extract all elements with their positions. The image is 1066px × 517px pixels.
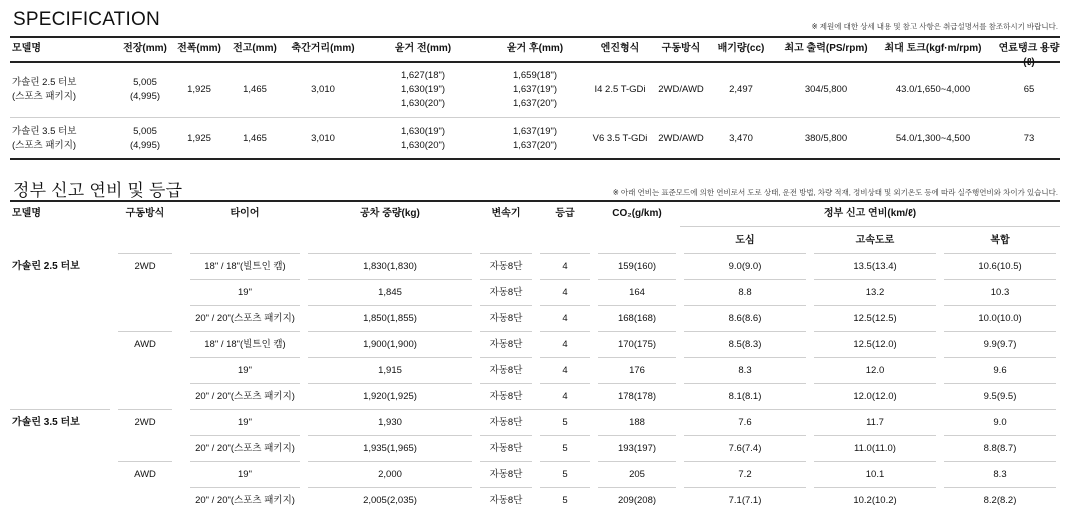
efficiency-divider [540,487,590,488]
eff-grade: 5 [562,417,568,428]
efficiency-title: 정부 신고 연비 및 등급 [13,181,183,200]
efficiency-note: ※ 아래 연비는 표준모드에 의한 연비로서 도로 상태, 운전 방법, 차량 적재, 정비상태 및 외기온도 등에 따라 실주행연비와 차이가 있습니다. [612,188,1058,197]
eff-highway: 10.2(10.2) [853,495,897,506]
efficiency-divider [814,461,936,462]
spec-header: 윤거 전(mm) [394,43,452,54]
spec-tread-front-line: 1,630(19") [400,125,446,137]
eff-trans: 자동8단 [489,469,523,480]
eff-co2: 205 [629,469,645,480]
eff-combined: 9.5(9.5) [983,391,1017,402]
spec-length-line: 5,005 [133,125,157,137]
efficiency-divider [480,279,532,280]
efficiency-divider [598,435,676,436]
eff-header-weight: 공차 중량(kg) [360,208,420,219]
efficiency-divider [680,226,1060,227]
eff-city: 7.2 [738,469,752,480]
spec-power [770,132,882,146]
eff-highway: 11.7 [866,417,884,428]
spec-tread-rear-line: 1,637(19") [512,125,558,137]
spec-height [224,132,286,146]
spec-header: 윤거 후(mm) [506,43,564,54]
eff-highway: 10.1 [865,469,885,480]
spec-divider [10,117,1060,118]
efficiency-divider [190,357,300,358]
efficiency-divider [684,279,806,280]
eff-city: 9.0(9.0) [728,261,762,272]
eff-city: 8.5(8.3) [728,339,762,350]
spec-tread-front-line: 1,630(20") [400,139,446,151]
eff-co2: 176 [629,365,645,376]
spec-tread-rear [476,69,594,111]
eff-tire: 19" [238,469,252,480]
spec-model-line: (스포츠 패키지) [12,139,77,151]
eff-tire: 20" / 20"(스포츠 패키지) [195,495,295,506]
eff-city: 7.1(7.1) [728,495,762,506]
spec-drive-line: 2WD/AWD [658,132,704,144]
spec-tread-rear-line: 1,637(19") [512,84,558,95]
eff-weight: 1,920(1,925) [363,391,417,402]
eff-co2: 164 [629,287,645,298]
efficiency-divider [10,200,1060,202]
eff-city: 7.6 [738,417,752,428]
eff-tire: 18" / 18"(빌트인 캠) [204,339,286,350]
efficiency-divider [944,461,1056,462]
efficiency-divider [540,331,590,332]
eff-co2: 178(178) [617,391,657,402]
spec-tread-rear-line: 1,659(18") [512,70,558,81]
spec-drive-line: 2WD/AWD [658,84,704,95]
eff-highway: 12.0(12.0) [853,391,897,402]
efficiency-divider [944,435,1056,436]
spec-fuel-line: 65 [1023,84,1035,95]
spec-wheelbase-line: 3,010 [311,132,335,144]
spec-model-line: (스포츠 패키지) [12,91,77,102]
eff-trans: 자동8단 [489,417,523,428]
efficiency-divider [480,253,532,254]
eff-weight: 1,935(1,965) [363,443,417,454]
eff-header-group: 정부 신고 연비(km/ℓ) [823,208,917,219]
eff-combined: 9.0 [993,417,1007,428]
efficiency-divider [684,487,806,488]
eff-grade: 4 [562,261,568,272]
efficiency-divider [308,487,472,488]
eff-weight: 1,915 [378,365,402,376]
spec-model [12,125,104,153]
spec-width-line: 1,925 [187,132,211,144]
eff-weight: 2,005(2,035) [363,495,417,506]
eff-weight: 1,850(1,855) [363,313,417,324]
spec-header: 전고(mm) [233,43,277,54]
eff-highway: 12.0 [865,365,885,376]
efficiency-divider [190,435,300,436]
efficiency-divider [598,331,676,332]
efficiency-divider [814,331,936,332]
efficiency-divider [944,331,1056,332]
efficiency-divider [684,383,806,384]
efficiency-divider [684,253,806,254]
efficiency-divider [598,357,676,358]
spec-height-line: 1,465 [243,84,267,95]
spec-displacement-line: 3,470 [729,132,753,144]
spec-wheelbase [282,83,364,97]
efficiency-divider [944,305,1056,306]
spec-tread-front [364,125,482,153]
spec-torque [872,132,994,146]
eff-combined: 9.9(9.7) [983,339,1017,350]
efficiency-divider [480,305,532,306]
spec-model-line: 가솔린 2.5 터보 [12,77,77,88]
eff-model: 가솔린 2.5 터보 [12,261,80,272]
eff-drive: AWD [134,339,156,350]
efficiency-divider [684,461,806,462]
eff-highway: 11.0(11.0) [854,443,896,454]
efficiency-divider [118,253,172,254]
eff-grade: 4 [562,313,568,324]
efficiency-divider [814,253,936,254]
spec-divider [10,158,1060,160]
spec-displacement [712,132,770,146]
eff-highway: 12.5(12.0) [853,339,897,350]
eff-weight: 2,000 [378,469,402,480]
eff-tire: 19" [238,365,252,376]
spec-header: 전폭(mm) [177,43,221,54]
efficiency-divider [308,331,472,332]
efficiency-divider [308,383,472,384]
efficiency-divider [480,461,532,462]
efficiency-divider [118,331,172,332]
efficiency-divider [540,435,590,436]
spec-tread-front-line: 1,630(19") [400,84,446,95]
efficiency-divider [190,279,300,280]
efficiency-divider [540,253,590,254]
eff-grade: 4 [562,391,568,402]
eff-trans: 자동8단 [489,391,523,402]
efficiency-divider [944,279,1056,280]
spec-model [12,76,104,104]
eff-header-model: 모델명 [12,208,41,219]
efficiency-divider [540,383,590,384]
efficiency-divider [308,461,472,462]
eff-co2: 193(197) [617,443,657,454]
efficiency-divider [190,461,300,462]
spec-tread-rear [476,125,594,153]
spec-tread-rear-line: 1,637(20") [512,98,558,109]
spec-drive [646,83,716,97]
eff-combined: 8.2(8.2) [983,495,1017,506]
eff-combined: 10.6(10.5) [978,261,1022,272]
efficiency-divider [684,331,806,332]
eff-tire: 20" / 20"(스포츠 패키지) [195,313,295,324]
eff-trans: 자동8단 [489,287,523,298]
eff-header-city: 도심 [735,235,755,246]
eff-highway: 13.5(13.4) [853,261,897,272]
efficiency-divider [598,383,676,384]
eff-header-grade: 등급 [555,208,575,219]
spec-displacement-line: 2,497 [729,84,753,95]
eff-co2: 188 [629,417,645,428]
spec-divider [10,61,1060,63]
spec-engine-line: I4 2.5 T-GDi [594,84,646,95]
eff-drive: AWD [134,469,156,480]
eff-city: 7.6(7.4) [728,443,762,454]
eff-grade: 4 [562,365,568,376]
efficiency-divider [190,305,300,306]
eff-grade: 5 [562,469,568,480]
spec-power-line: 380/5,800 [804,132,848,144]
eff-trans: 자동8단 [489,495,523,506]
eff-trans: 자동8단 [489,313,523,324]
efficiency-divider [944,383,1056,384]
spec-fuel [994,132,1064,146]
efficiency-divider [308,305,472,306]
spec-wheelbase [282,132,364,146]
spec-fuel-line: 73 [1023,132,1035,144]
spec-divider [10,36,1060,38]
efficiency-divider [190,383,300,384]
spec-width [168,83,230,97]
efficiency-divider [308,253,472,254]
eff-highway: 12.5(12.5) [853,313,897,324]
spec-fuel [994,83,1064,97]
spec-header: 구동방식 [661,43,701,54]
spec-header: 연료탱크 용량(ℓ) [998,43,1060,68]
eff-weight: 1,930 [378,417,402,428]
eff-combined: 10.0(10.0) [978,313,1022,324]
spec-header: 모델명 [12,43,41,54]
eff-co2: 168(168) [617,313,657,324]
spec-tread-front-line: 1,630(20") [400,98,446,109]
eff-combined: 8.3 [993,469,1007,480]
spec-tread-front-line: 1,627(18") [400,70,446,81]
eff-combined: 8.8(8.7) [983,443,1017,454]
eff-city: 8.6(8.6) [728,313,762,324]
eff-trans: 자동8단 [489,261,523,272]
spec-displacement [712,83,770,97]
eff-tire: 18" / 18"(빌트인 캠) [204,261,286,272]
efficiency-divider [814,305,936,306]
spec-engine-line: V6 3.5 T-GDi [592,132,648,144]
spec-title: SPECIFICATION [13,9,160,30]
efficiency-divider [944,487,1056,488]
spec-height [224,83,286,97]
efficiency-divider [190,409,1056,410]
spec-header: 엔진형식 [600,43,640,54]
eff-combined: 10.3 [990,287,1010,298]
efficiency-divider [308,279,472,280]
efficiency-divider [598,279,676,280]
eff-grade: 4 [562,287,568,298]
eff-highway: 13.2 [865,287,885,298]
eff-combined: 9.6 [993,365,1007,376]
eff-model: 가솔린 3.5 터보 [12,417,80,428]
eff-header-combined: 복합 [990,235,1010,246]
eff-header-co2: CO₂(g/km) [612,208,662,219]
efficiency-divider [540,279,590,280]
eff-tire: 20" / 20"(스포츠 패키지) [195,443,295,454]
efficiency-divider [944,253,1056,254]
efficiency-divider [190,253,300,254]
eff-weight: 1,830(1,830) [363,261,417,272]
eff-weight: 1,845 [378,287,402,298]
eff-trans: 자동8단 [489,339,523,350]
efficiency-divider [480,383,532,384]
efficiency-divider [190,331,300,332]
eff-trans: 자동8단 [489,365,523,376]
spec-tread-rear-line: 1,637(20") [512,139,558,151]
spec-header: 배기량(cc) [717,43,765,54]
eff-trans: 자동8단 [489,443,523,454]
eff-co2: 209(208) [617,495,657,506]
spec-power-line: 304/5,800 [804,84,848,95]
eff-city: 8.3 [738,365,752,376]
spec-tread-front [364,69,482,111]
spec-model-line: 가솔린 3.5 터보 [12,125,77,137]
eff-header-drive: 구동방식 [125,208,165,219]
efficiency-divider [598,253,676,254]
efficiency-divider [480,435,532,436]
eff-grade: 5 [562,443,568,454]
spec-height-line: 1,465 [243,132,267,144]
efficiency-divider [540,357,590,358]
efficiency-divider [190,487,300,488]
efficiency-divider [308,435,472,436]
eff-tire: 19" [238,417,252,428]
eff-grade: 4 [562,339,568,350]
spec-torque [872,83,994,97]
spec-length-line: (4,995) [129,139,161,151]
eff-drive: 2WD [134,261,156,272]
eff-tire: 19" [238,287,252,298]
spec-torque-line: 43.0/1,650~4,000 [895,84,971,95]
efficiency-divider [598,305,676,306]
spec-width-line: 1,925 [187,84,211,95]
eff-city: 8.1(8.1) [728,391,762,402]
eff-co2: 159(160) [617,261,657,272]
efficiency-divider [944,357,1056,358]
eff-header-highway: 고속도로 [855,235,895,246]
eff-header-trans: 변속기 [491,208,521,219]
efficiency-divider [308,357,472,358]
efficiency-divider [10,409,110,410]
eff-header-tire: 타이어 [230,208,260,219]
efficiency-divider [118,461,172,462]
efficiency-divider [480,357,532,358]
efficiency-divider [480,331,532,332]
efficiency-divider [814,279,936,280]
spec-torque-line: 54.0/1,300~4,500 [895,132,971,144]
efficiency-divider [540,305,590,306]
efficiency-divider [540,461,590,462]
spec-length-line: (4,995) [129,91,161,102]
efficiency-divider [684,357,806,358]
spec-width [168,132,230,146]
spec-length-line: 5,005 [133,77,157,88]
spec-header: 축간거리(mm) [291,43,355,54]
eff-tire: 20" / 20"(스포츠 패키지) [195,391,295,402]
spec-wheelbase-line: 3,010 [311,84,335,95]
spec-header: 최대 토크(kgf·m/rpm) [884,43,982,54]
spec-power [770,83,882,97]
efficiency-divider [814,357,936,358]
efficiency-divider [814,435,936,436]
efficiency-divider [814,383,936,384]
eff-co2: 170(175) [617,339,657,350]
efficiency-divider [814,487,936,488]
spec-drive [646,132,716,146]
efficiency-divider [598,487,676,488]
eff-grade: 5 [562,495,568,506]
efficiency-divider [598,461,676,462]
eff-weight: 1,900(1,900) [363,339,417,350]
spec-note: ※ 제원에 대한 상세 내용 및 참고 사항은 취급설명서를 참조하시기 바랍니다. [811,22,1058,31]
efficiency-divider [684,435,806,436]
spec-header: 최고 출력(PS/rpm) [784,43,868,54]
efficiency-divider [684,305,806,306]
efficiency-divider [480,487,532,488]
eff-city: 8.8 [738,287,752,298]
eff-drive: 2WD [134,417,156,428]
spec-header: 전장(mm) [123,43,167,54]
efficiency-divider [118,409,172,410]
